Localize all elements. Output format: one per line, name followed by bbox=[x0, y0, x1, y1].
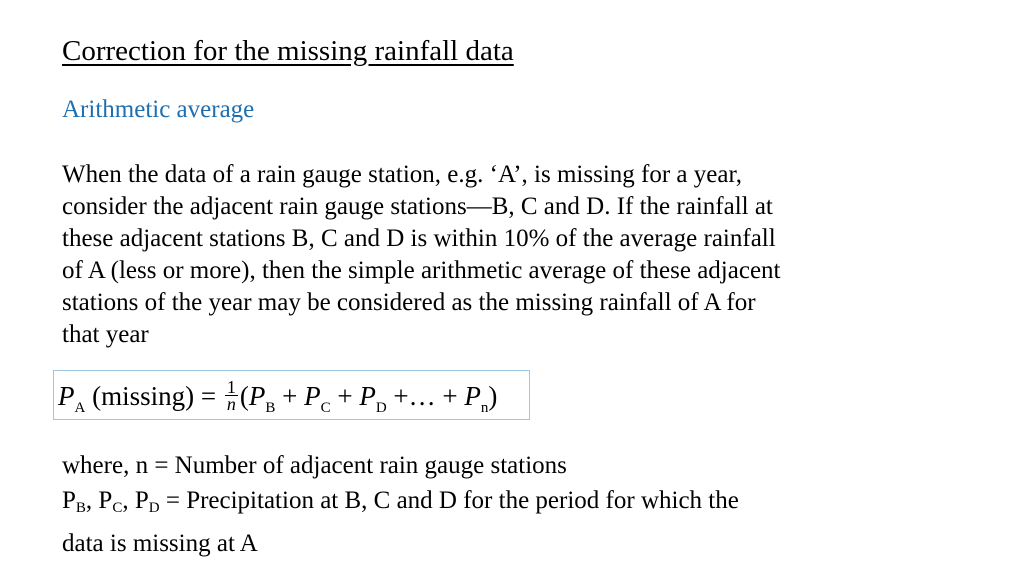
paragraph-line: When the data of a rain gauge station, e.g. ‘A’, is missing for a year, bbox=[62, 161, 743, 188]
def-sub-c: C bbox=[112, 500, 123, 516]
formula-sub-d: D bbox=[375, 400, 387, 416]
formula-p: P bbox=[464, 381, 481, 411]
formula-ellipsis: +… + bbox=[386, 381, 465, 411]
def-sep: , bbox=[122, 487, 135, 514]
slide-title: Correction for the missing rainfall data bbox=[62, 35, 514, 67]
paragraph-line: of A (less or more), then the simple arithmetic average of these adjacent bbox=[62, 257, 781, 284]
fraction-numerator: 1 bbox=[226, 377, 236, 398]
paragraph-line: consider the adjacent rain gauge stations—B, C and D. If the rainfall at bbox=[62, 193, 773, 220]
paragraph-line: stations of the year may be considered as the missing rainfall of A for bbox=[62, 289, 756, 316]
formula-open-paren: ( bbox=[239, 381, 249, 411]
def-p: P bbox=[62, 487, 76, 514]
formula-close-paren: ) bbox=[488, 381, 498, 411]
slide-subtitle: Arithmetic average bbox=[62, 96, 255, 123]
formula-sub-a: A bbox=[74, 400, 86, 416]
formula-plus: + bbox=[275, 381, 305, 411]
formula-plus: + bbox=[330, 381, 360, 411]
formula-fraction bbox=[225, 377, 238, 415]
fraction-denominator: n bbox=[226, 394, 236, 415]
formula-p: P bbox=[304, 381, 321, 411]
definition-line bbox=[62, 485, 739, 517]
explanation-paragraph bbox=[62, 159, 942, 351]
formula-p: P bbox=[58, 381, 75, 411]
last-line: data is missing at A bbox=[62, 530, 258, 557]
formula-p: P bbox=[248, 381, 266, 411]
def-sub-b: B bbox=[75, 500, 86, 516]
formula-sub-b: B bbox=[265, 400, 276, 416]
formula-p: P bbox=[359, 381, 376, 411]
def-p: P bbox=[134, 487, 149, 514]
formula-sub-c: C bbox=[320, 400, 331, 416]
def-sub-d: D bbox=[148, 500, 160, 516]
paragraph-line: that year bbox=[62, 321, 149, 348]
formula-image bbox=[53, 370, 530, 420]
def-rest: = Precipitation at B, C and D for the period for which the bbox=[159, 487, 739, 514]
def-p: P bbox=[98, 487, 113, 514]
def-sep: , bbox=[85, 487, 99, 514]
paragraph-line: these adjacent stations B, C and D is within 10% of the average rainfall bbox=[62, 225, 776, 252]
where-line: where, n = Number of adjacent rain gauge stations bbox=[62, 452, 567, 479]
formula-missing-text: (missing) = bbox=[85, 381, 223, 411]
formula-sub-n: n bbox=[480, 400, 489, 416]
